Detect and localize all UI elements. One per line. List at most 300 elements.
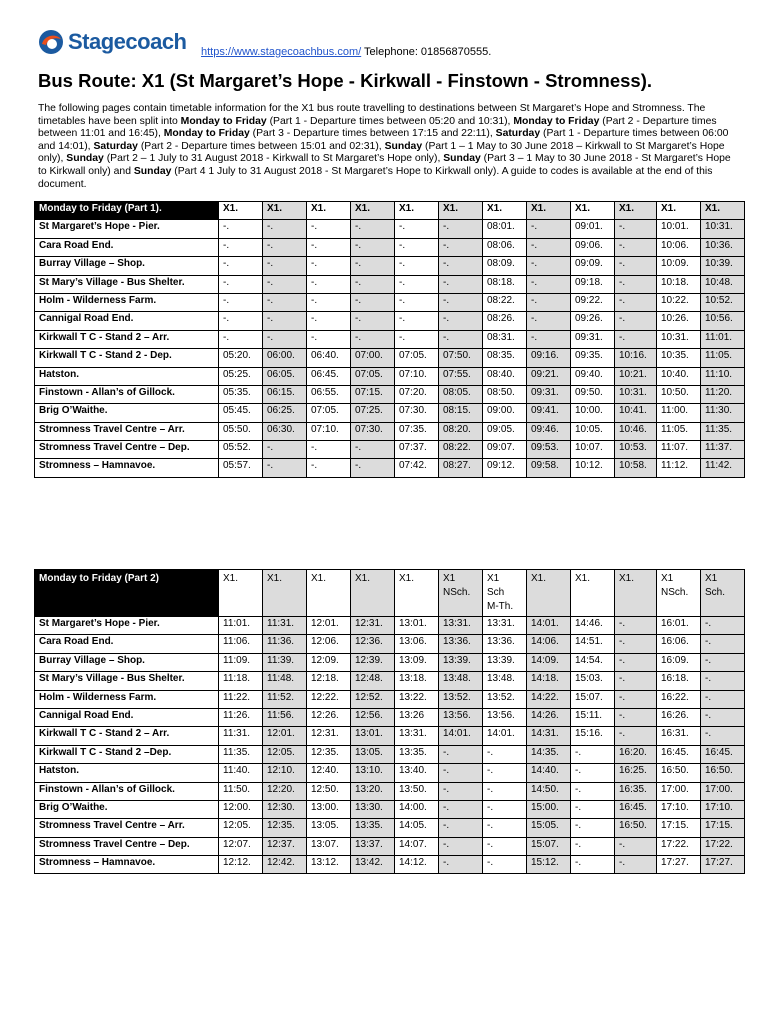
departure-time: 09:40. [571, 367, 615, 385]
departure-time: 10:18. [657, 275, 701, 293]
departure-time: 07:05. [395, 349, 439, 367]
table-row [35, 275, 745, 293]
route-column-header [657, 570, 701, 617]
departure-time: 07:05. [307, 404, 351, 422]
departure-time: 12:06. [307, 635, 351, 653]
departure-time: 14:26. [527, 708, 571, 726]
departure-time: 12:10. [263, 764, 307, 782]
departure-time: 14:22. [527, 690, 571, 708]
route-column-header [263, 202, 307, 220]
route-code: X1 [443, 573, 456, 584]
departure-time: -. [615, 672, 657, 690]
stop-name: Stromness Travel Centre – Arr. [35, 422, 219, 440]
departure-time: 13:10. [351, 764, 395, 782]
departure-time: 16:22. [657, 690, 701, 708]
departure-time: 08:35. [483, 349, 527, 367]
route-code: X1. [619, 203, 635, 214]
departure-time: 10:09. [657, 257, 701, 275]
departure-time: 12:56. [351, 708, 395, 726]
departure-time: 11:35. [701, 422, 745, 440]
departure-time: 13:01. [395, 617, 439, 635]
departure-time: 14:51. [571, 635, 615, 653]
intro-emphasis: Monday to Friday [513, 115, 600, 127]
table-row [35, 238, 745, 256]
departure-time: 11:52. [263, 690, 307, 708]
departure-time: 13:30. [351, 800, 395, 818]
departure-time: 12:37. [263, 837, 307, 855]
departure-time: -. [307, 293, 351, 311]
departure-time: 06:00. [263, 349, 307, 367]
departure-time: 11:18. [219, 672, 263, 690]
route-code: X1. [399, 203, 415, 214]
intro-emphasis: Sunday [133, 165, 172, 177]
route-code: Sch [487, 587, 505, 598]
intro-emphasis: Saturday [93, 140, 138, 152]
departure-time: 13:31. [483, 617, 527, 635]
route-code: X1. [311, 203, 327, 214]
departure-time: 07:10. [307, 422, 351, 440]
departure-time: 11:50. [219, 782, 263, 800]
table-row [35, 672, 745, 690]
departure-time: 05:57. [219, 459, 263, 477]
departure-time: 12:30. [263, 800, 307, 818]
departure-time: 11:06. [219, 635, 263, 653]
departure-time: 16:45. [657, 745, 701, 763]
departure-time: 13:22. [395, 690, 439, 708]
departure-time: -. [439, 819, 483, 837]
route-code: X1. [443, 203, 459, 214]
departure-time: 08:15. [439, 404, 483, 422]
route-code: X1. [267, 573, 283, 584]
departure-time: -. [351, 293, 395, 311]
departure-time: 14:01. [439, 727, 483, 745]
intro-text: (Part 1 – 1 May to 30 June 2018 – Kirkwall to St Margaret’s Hope only), [38, 140, 725, 165]
departure-time: 17:22. [657, 837, 701, 855]
departure-time: 06:15. [263, 385, 307, 403]
departure-time: 10:06. [657, 238, 701, 256]
departure-time: 14:07. [395, 837, 439, 855]
departure-time: 09:18. [571, 275, 615, 293]
departure-time: 11:40. [219, 764, 263, 782]
departure-time: -. [219, 238, 263, 256]
departure-time: 13:39. [439, 653, 483, 671]
departure-time: 13:05. [351, 745, 395, 763]
departure-time: 10:31. [657, 330, 701, 348]
departure-time: 08:20. [439, 422, 483, 440]
departure-time: 11:42. [701, 459, 745, 477]
intro-emphasis: Saturday [495, 128, 541, 140]
departure-time: 16:35. [615, 782, 657, 800]
departure-time: 15:16. [571, 727, 615, 745]
departure-time: 11:01. [219, 617, 263, 635]
departure-time: 07:37. [395, 441, 439, 459]
stop-name: St Mary’s Village - Bus Shelter. [35, 672, 219, 690]
route-code: X1 [661, 573, 674, 584]
route-column-header [483, 570, 527, 617]
departure-time: 05:45. [219, 404, 263, 422]
departure-time: 07:55. [439, 367, 483, 385]
departure-time: 11:31. [263, 617, 307, 635]
route-code: X1. [223, 203, 239, 214]
departure-time: -. [263, 330, 307, 348]
departure-time: 13:48. [439, 672, 483, 690]
departure-time: -. [439, 330, 483, 348]
departure-time: 13:40. [395, 764, 439, 782]
departure-time: 16:20. [615, 745, 657, 763]
departure-time: -. [527, 220, 571, 238]
departure-time: -. [615, 690, 657, 708]
departure-time: 11:48. [263, 672, 307, 690]
departure-time: -. [571, 764, 615, 782]
departure-time: 14:18. [527, 672, 571, 690]
departure-time: 17:22. [701, 837, 745, 855]
departure-time: -. [483, 800, 527, 818]
departure-time: 16:31. [657, 727, 701, 745]
departure-time: -. [307, 257, 351, 275]
departure-time: -. [571, 856, 615, 874]
table-row [35, 800, 745, 818]
departure-time: 07:25. [351, 404, 395, 422]
departure-time: -. [527, 312, 571, 330]
telephone: Telephone: 01856870555. [364, 46, 492, 58]
departure-time: 07:10. [395, 367, 439, 385]
departure-time: 10:48. [701, 275, 745, 293]
departure-time: -. [483, 856, 527, 874]
departure-time: 17:27. [657, 856, 701, 874]
departure-time: 13:20. [351, 782, 395, 800]
departure-time: 11:00. [657, 404, 701, 422]
departure-time: -. [219, 330, 263, 348]
departure-time: -. [395, 293, 439, 311]
departure-time: 08:09. [483, 257, 527, 275]
departure-time: 12:36. [351, 635, 395, 653]
departure-time: -. [307, 459, 351, 477]
departure-time: 11:10. [701, 367, 745, 385]
departure-time: 08:06. [483, 238, 527, 256]
route-code: X1. [355, 573, 371, 584]
departure-time: 07:30. [395, 404, 439, 422]
departure-time: -. [439, 312, 483, 330]
departure-time: -. [351, 330, 395, 348]
stop-name: Cara Road End. [35, 635, 219, 653]
departure-time: 13:12. [307, 856, 351, 874]
departure-time: 10:36. [701, 238, 745, 256]
stop-name: Kirkwall T C - Stand 2 – Arr. [35, 330, 219, 348]
departure-time: 06:25. [263, 404, 307, 422]
stagecoach-logo[interactable] [38, 24, 187, 60]
departure-time: 09:01. [571, 220, 615, 238]
route-code: X1. [531, 573, 547, 584]
route-column-header [395, 570, 439, 617]
departure-time: 10:52. [701, 293, 745, 311]
stop-name: Cannigal Road End. [35, 708, 219, 726]
table-row [35, 782, 745, 800]
departure-time: -. [571, 819, 615, 837]
departure-time: -. [395, 238, 439, 256]
departure-time: -. [219, 275, 263, 293]
route-column-header [527, 202, 571, 220]
departure-time: -. [395, 257, 439, 275]
departure-time: 11:12. [657, 459, 701, 477]
intro-emphasis: Monday to Friday [163, 128, 250, 140]
route-code: X1. [531, 203, 547, 214]
departure-time: 10:39. [701, 257, 745, 275]
intro-text: (Part 2 - Departure times between 11:01 and 16:45), [38, 115, 717, 140]
departure-time: 13:26 [395, 708, 439, 726]
departure-time: -. [263, 220, 307, 238]
table-row [35, 837, 745, 855]
table-row [35, 385, 745, 403]
departure-time: 08:50. [483, 385, 527, 403]
route-column-header [571, 570, 615, 617]
departure-time: -. [219, 312, 263, 330]
departure-time: 08:40. [483, 367, 527, 385]
departure-time: -. [351, 238, 395, 256]
departure-time: 09:35. [571, 349, 615, 367]
departure-time: 07:00. [351, 349, 395, 367]
departure-time: -. [483, 819, 527, 837]
table-row [35, 293, 745, 311]
departure-time: 14:06. [527, 635, 571, 653]
stop-name: Holm - Wilderness Farm. [35, 293, 219, 311]
departure-time: 12:01. [307, 617, 351, 635]
departure-time: 13:35. [395, 745, 439, 763]
departure-time: 12:52. [351, 690, 395, 708]
departure-time: 16:01. [657, 617, 701, 635]
table-row [35, 330, 745, 348]
departure-time: 10:58. [615, 459, 657, 477]
departure-time: 11:05. [701, 349, 745, 367]
stop-name: Holm - Wilderness Farm. [35, 690, 219, 708]
departure-time: 09:06. [571, 238, 615, 256]
departure-time: 09:46. [527, 422, 571, 440]
departure-time: 08:18. [483, 275, 527, 293]
departure-time: -. [351, 312, 395, 330]
departure-time: 13:37. [351, 837, 395, 855]
departure-time: -. [615, 220, 657, 238]
departure-time: -. [571, 837, 615, 855]
departure-time: 16:50. [615, 819, 657, 837]
departure-time: 13:18. [395, 672, 439, 690]
departure-time: -. [615, 293, 657, 311]
departure-time: 08:27. [439, 459, 483, 477]
intro-text: (Part 4 1 July to 31 August 2018 - St Margaret’s Hope to Kirkwall only). A guide to codes is available at the end of this document. [38, 165, 713, 190]
departure-time: 08:05. [439, 385, 483, 403]
departure-time: 13:09. [395, 653, 439, 671]
route-column-header [439, 202, 483, 220]
route-column-header [571, 202, 615, 220]
departure-time: 10:00. [571, 404, 615, 422]
departure-time: 10:07. [571, 441, 615, 459]
departure-time: -. [351, 275, 395, 293]
departure-time: 12:05. [219, 819, 263, 837]
brand-name: Stagecoach [68, 29, 187, 54]
departure-time: -. [615, 635, 657, 653]
departure-time: 17:15. [657, 819, 701, 837]
departure-time: 11:31. [219, 727, 263, 745]
table-row [35, 764, 745, 782]
timetable-mon-fri-part2 [34, 569, 745, 874]
intro-emphasis: Sunday [384, 140, 423, 152]
departure-time: 07:20. [395, 385, 439, 403]
route-column-header [263, 570, 307, 617]
departure-time: 13:36. [439, 635, 483, 653]
departure-time: -. [263, 257, 307, 275]
table-row [35, 690, 745, 708]
table-row [35, 441, 745, 459]
departure-time: 17:10. [701, 800, 745, 818]
departure-time: -. [263, 312, 307, 330]
departure-time: 13:52. [483, 690, 527, 708]
departure-time: -. [615, 238, 657, 256]
departure-time: 11:35. [219, 745, 263, 763]
departure-time: 10:22. [657, 293, 701, 311]
departure-time: 15:00. [527, 800, 571, 818]
route-code: X1. [311, 573, 327, 584]
departure-time: -. [219, 293, 263, 311]
departure-time: 08:26. [483, 312, 527, 330]
departure-time: -. [439, 238, 483, 256]
stop-name: St Mary’s Village - Bus Shelter. [35, 275, 219, 293]
stop-name: Kirkwall T C - Stand 2 - Dep. [35, 349, 219, 367]
departure-time: 14:01. [483, 727, 527, 745]
departure-time: 10:12. [571, 459, 615, 477]
departure-time: 05:25. [219, 367, 263, 385]
stop-name: Finstown - Allan’s of Gillock. [35, 385, 219, 403]
departure-time: 06:55. [307, 385, 351, 403]
route-column-header [351, 570, 395, 617]
route-column-header [615, 202, 657, 220]
departure-time: 08:22. [439, 441, 483, 459]
departure-time: -. [701, 672, 745, 690]
departure-time: -. [439, 257, 483, 275]
stop-name: Stromness – Hamnavoe. [35, 459, 219, 477]
departure-time: 10:31. [615, 385, 657, 403]
intro-text: (Part 2 - Departure times between 15:01 and 02:31), [137, 140, 385, 152]
departure-time: -. [483, 782, 527, 800]
departure-time: 14:12. [395, 856, 439, 874]
intro-text: (Part 3 - Departure times between 17:15 and 22:11), [249, 128, 496, 140]
route-code: X1 [487, 573, 500, 584]
departure-time: 07:15. [351, 385, 395, 403]
departure-time: 17:15. [701, 819, 745, 837]
departure-time: -. [615, 617, 657, 635]
departure-time: -. [701, 727, 745, 745]
departure-time: -. [219, 220, 263, 238]
departure-time: 07:50. [439, 349, 483, 367]
route-code: M-Th. [487, 601, 514, 612]
departure-time: 10:46. [615, 422, 657, 440]
stop-name: Finstown - Allan’s of Gillock. [35, 782, 219, 800]
departure-time: 13:36. [483, 635, 527, 653]
departure-time: 09:41. [527, 404, 571, 422]
departure-time: -. [263, 293, 307, 311]
departure-time: 11:39. [263, 653, 307, 671]
departure-time: 12:42. [263, 856, 307, 874]
departure-time: 05:35. [219, 385, 263, 403]
departure-time: 09:31. [571, 330, 615, 348]
departure-time: -. [615, 257, 657, 275]
departure-time: 12:26. [307, 708, 351, 726]
departure-time: -. [263, 441, 307, 459]
departure-time: 08:22. [483, 293, 527, 311]
departure-time: 10:21. [615, 367, 657, 385]
departure-time: -. [263, 238, 307, 256]
departure-time: 11:30. [701, 404, 745, 422]
departure-time: 10:56. [701, 312, 745, 330]
departure-time: 14:05. [395, 819, 439, 837]
departure-time: 12:39. [351, 653, 395, 671]
departure-time: 16:25. [615, 764, 657, 782]
intro-text: (Part 1 - Departure times between 05:20 and 10:31), [266, 115, 514, 127]
intro-text: The following pages contain timetable information for the X1 bus route travelling to destinations between St Margaret’s Hope and Stromness. The timetables have been split into [38, 103, 706, 127]
departure-time: -. [701, 708, 745, 726]
departure-time: 16:09. [657, 653, 701, 671]
departure-time: -. [307, 312, 351, 330]
timetable-heading: Monday to Friday (Part 1). [35, 202, 219, 220]
table-row [35, 422, 745, 440]
departure-time: 13:31. [395, 727, 439, 745]
route-column-header [219, 570, 263, 617]
route-code: X1. [487, 203, 503, 214]
departure-time: 12:12. [219, 856, 263, 874]
departure-time: 09:58. [527, 459, 571, 477]
departure-time: 17:00. [701, 782, 745, 800]
departure-time: 11:01. [701, 330, 745, 348]
website-link[interactable]: https://www.stagecoachbus.com/ [201, 46, 362, 58]
departure-time: 12:07. [219, 837, 263, 855]
departure-time: -. [307, 275, 351, 293]
departure-time: -. [439, 275, 483, 293]
route-code: X1. [619, 573, 635, 584]
departure-time: -. [527, 257, 571, 275]
departure-time: 12:09. [307, 653, 351, 671]
departure-time: -. [307, 330, 351, 348]
departure-time: 12:48. [351, 672, 395, 690]
departure-time: 12:05. [263, 745, 307, 763]
departure-time: 16:26. [657, 708, 701, 726]
departure-time: -. [615, 708, 657, 726]
departure-time: 13:39. [483, 653, 527, 671]
route-code: X1. [575, 573, 591, 584]
departure-time: -. [263, 459, 307, 477]
departure-time: 11:56. [263, 708, 307, 726]
departure-time: 07:05. [351, 367, 395, 385]
departure-time: -. [439, 764, 483, 782]
timetable-mon-fri-part1 [34, 201, 745, 478]
stop-name: Hatston. [35, 367, 219, 385]
departure-time: -. [307, 238, 351, 256]
table-row [35, 220, 745, 238]
contact-line [201, 46, 491, 58]
stop-name: Kirkwall T C - Stand 2 – Arr. [35, 727, 219, 745]
departure-time: 14:00. [395, 800, 439, 818]
departure-time: 09:09. [571, 257, 615, 275]
departure-time: -. [219, 257, 263, 275]
departure-time: 10:01. [657, 220, 701, 238]
departure-time: -. [439, 293, 483, 311]
departure-time: 16:06. [657, 635, 701, 653]
departure-time: 09:05. [483, 422, 527, 440]
departure-time: -. [395, 312, 439, 330]
departure-time: -. [439, 800, 483, 818]
departure-time: 17:27. [701, 856, 745, 874]
intro-emphasis: Sunday [443, 153, 481, 165]
route-code: X1. [267, 203, 283, 214]
table-row [35, 349, 745, 367]
departure-time: 10:50. [657, 385, 701, 403]
route-column-header [307, 570, 351, 617]
